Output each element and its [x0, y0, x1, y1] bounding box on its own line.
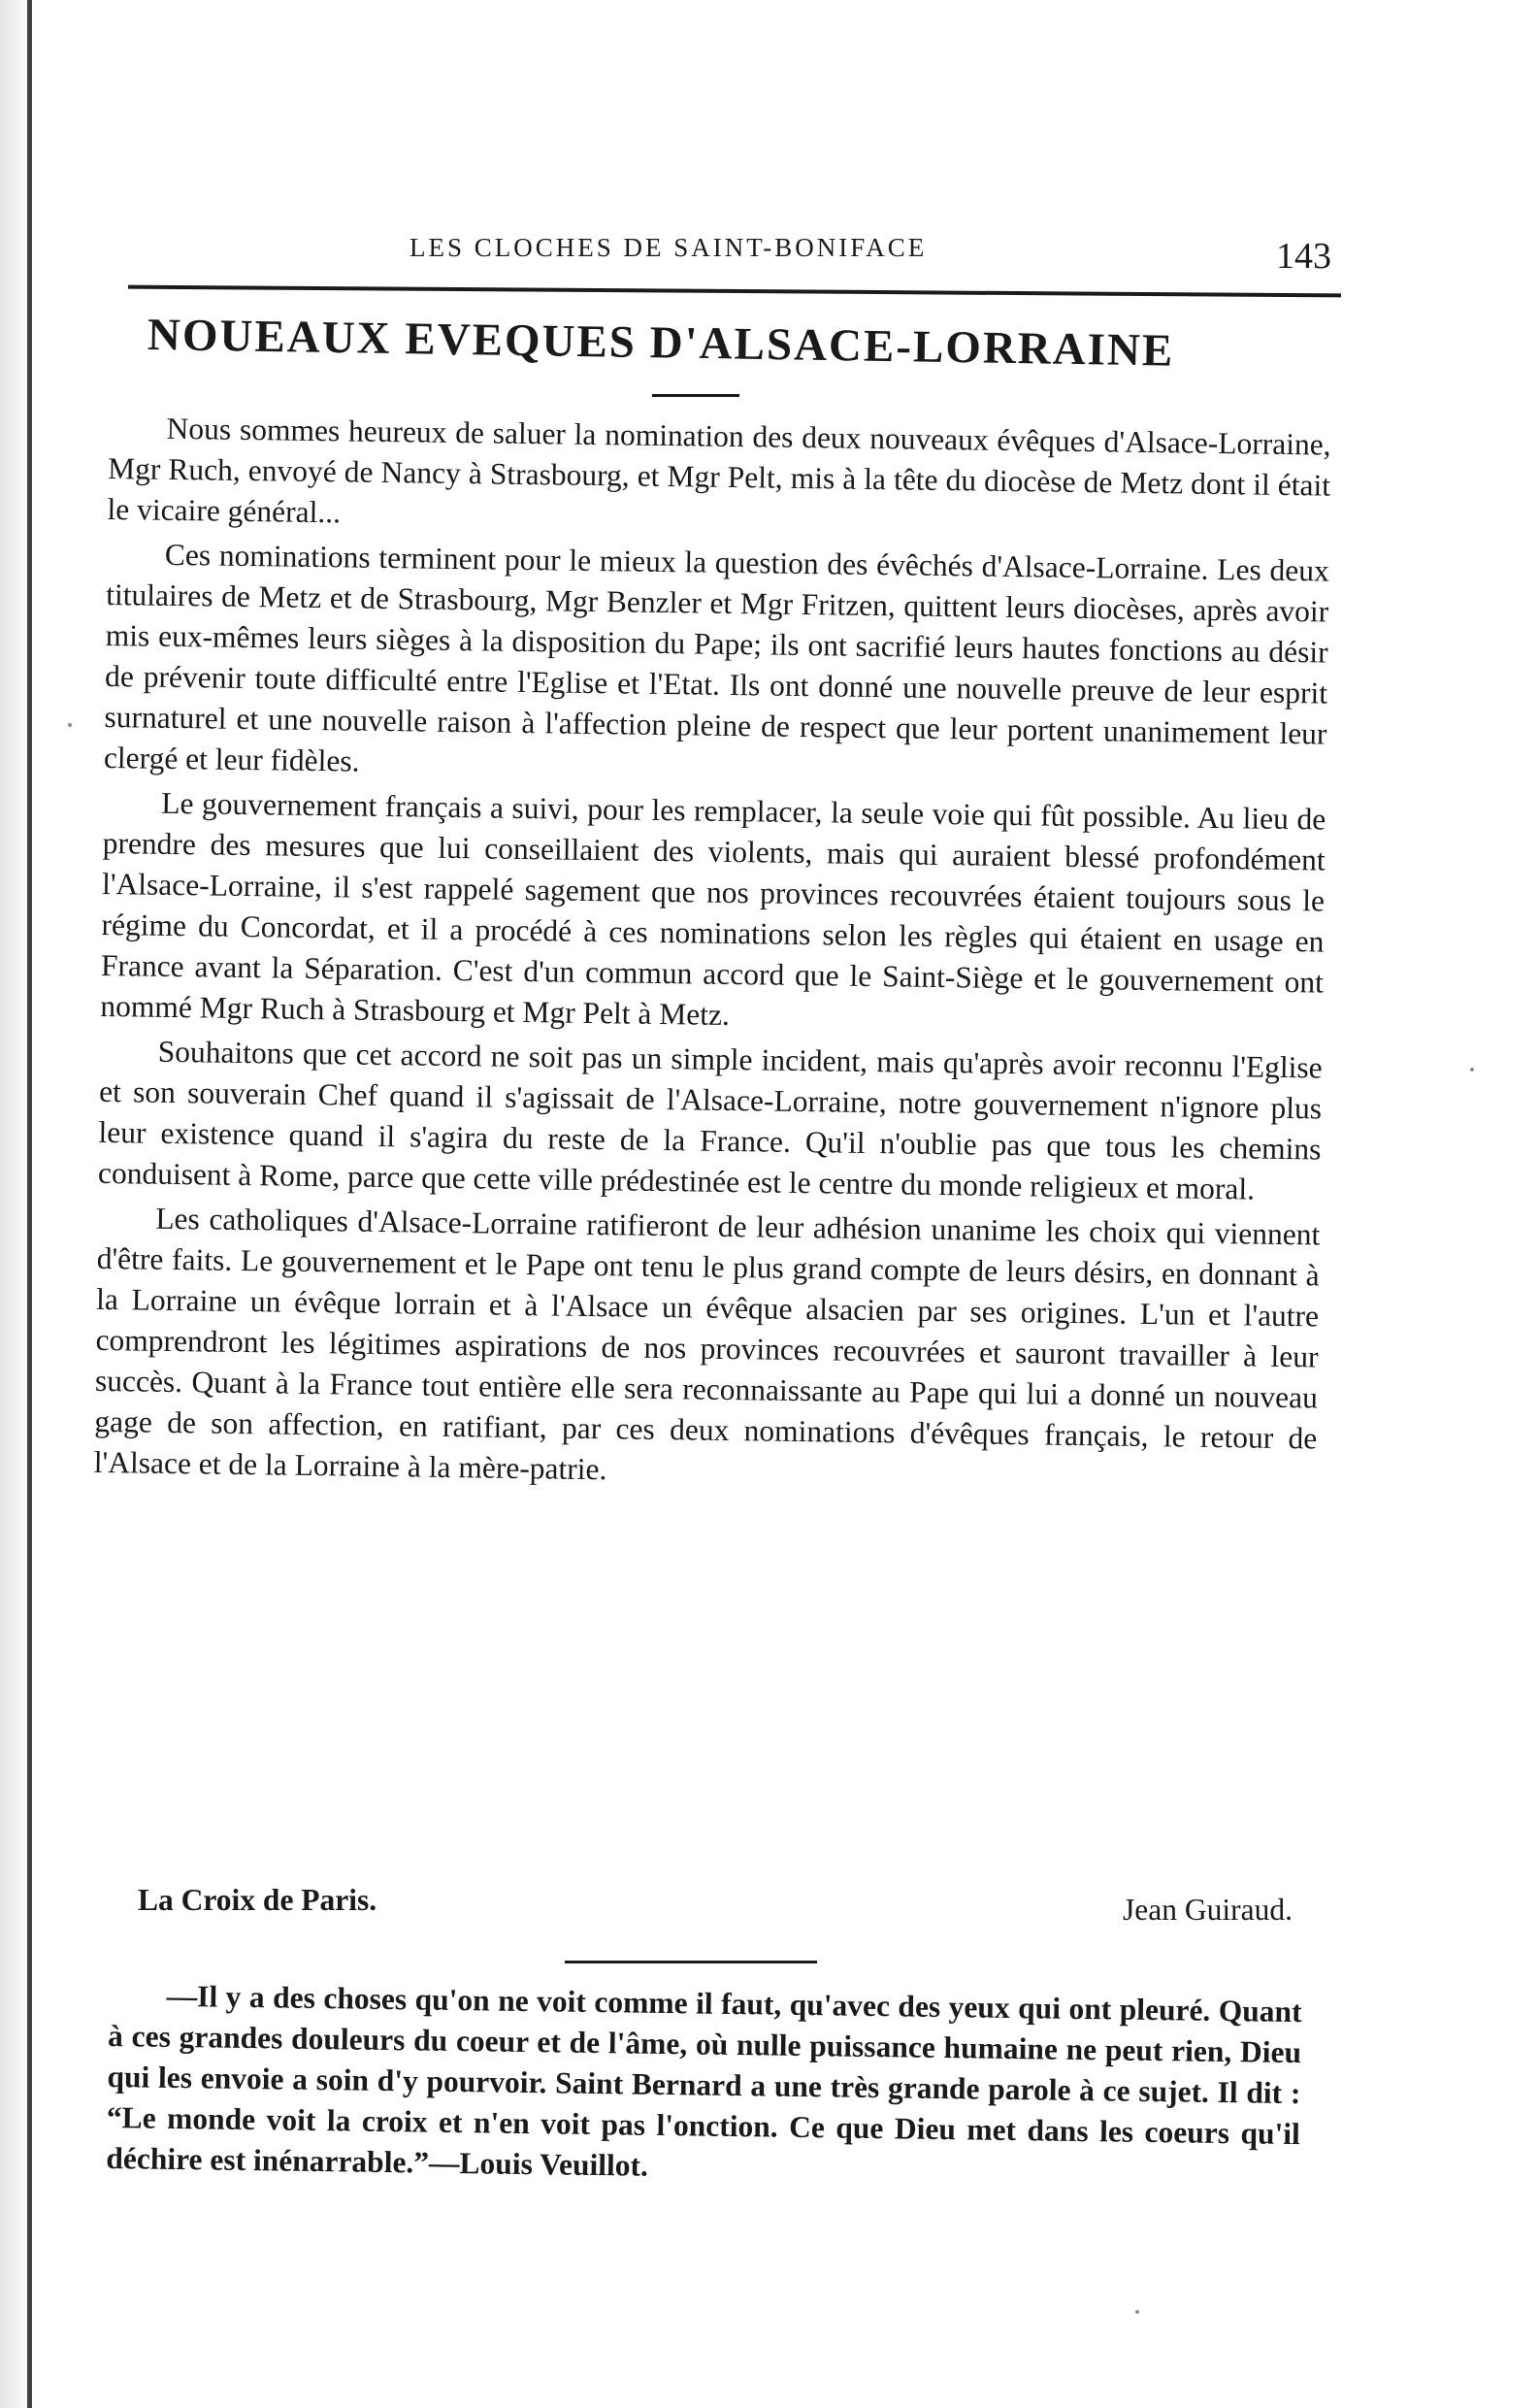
- page-number: 143: [1276, 236, 1331, 277]
- binding-line: [27, 0, 32, 2408]
- source-label: La Croix de Paris.: [138, 1883, 377, 1917]
- quote-text: —Il y a des choses qu'on ne voit comme il faut, qu'avec des yeux qui ont pleuré. Quant à ces grandes douleurs du coeur et de l'âme, où nulle puissance humaine ne peut rien, Dieu qui les envoie a soin d'y pourvoir. Saint Bernard a une très grande parole à ce sujet. Il dit : “Le monde voit la croix et n'en voit pas l'onction. Ce que Dieu met dans les coeurs qu'il déchire est inénarrable.”—Louis Veuillot.: [106, 1978, 1302, 2183]
- signature-row: [138, 1883, 1293, 1931]
- print-speck: [68, 723, 72, 727]
- print-speck: [1470, 1068, 1474, 1072]
- quote-block: [106, 1975, 1302, 2195]
- paragraph-2: Ces nominations terminent pour le mieux la question des évêchés d'Alsace-Lorraine. Les deux titulaires de Metz et de Strasbourg, Mgr Benzler et Mgr Fritzen, quittent leurs diocèses, après avoir mis eux-mêmes leurs sièges à la disposition du Pape; ils ont sacrifié leurs hautes fonctions au désir de prévenir toute difficulté entre l'Eglise et l'Etat. Ils ont donné une nouvelle preuve de leur esprit surnaturel et une nouvelle raison à l'affection pleine de respect que leur portent unanimement leur clergé et leur fidèles.: [103, 537, 1330, 778]
- paragraph-4: Souhaitons que cet accord ne soit pas un simple incident, mais qu'après avoir reconnu l'Eglise et son souverain Chef quand il s'agissait de l'Alsace-Lorraine, notre gouvernement n'ignore plus leur existence quand il s'agira du reste de la France. Qu'il n'oublie pas que tous les chemins conduisent à Rome, parce que cette ville prédestinée est le centre du monde religieux et moral.: [97, 1034, 1323, 1206]
- page: [93, 223, 1341, 2339]
- header-rule: [128, 285, 1341, 298]
- running-title: LES CLOCHES DE SAINT-BONIFACE: [409, 233, 928, 262]
- paragraph-3: Le gouvernement français a suivi, pour les remplacer, la seule voie qui fût possible. Au lieu de prendre des mesures que lui conseillaient des violents, mais qui auraient blessé profondément l'Alsace-Lorraine, il s'est rappelé sagement que nos provinces recouvrées étaient toujours sous le régime du Concordat, et il a procédé à ces nominations selon les règles qui étaient en usage en France avant la Séparation. C'est d'un commun accord que le Saint-Siège et le gouvernement ont nommé Mgr Ruch à Strasbourg et Mgr Pelt à Metz.: [100, 785, 1326, 1032]
- title-rule: [652, 394, 739, 397]
- article-title: NOUEAUX EVEQUES D'ALSACE-LORRAINE: [147, 310, 1175, 377]
- author-label: Jean Guiraud.: [1123, 1893, 1293, 1927]
- separator-rule: [565, 1961, 817, 1963]
- paragraph-5: Les catholiques d'Alsace-Lorraine ratifieront de leur adhésion unanime les choix qui viennent d'être faits. Le gouvernement et le Pape ont tenu le plus grand compte de leurs désirs, en donnant à la Lorraine un évêque lorrain et à l'Alsace un évêque alsacien par ses origines. L'un et l'autre comprendront les légitimes aspirations de nos provinces recouvrées et sauront travailler à leur succès. Quant à la France tout entière elle sera reconnaissante au Pape qui lui a donné un nouveau gage de son affection, en ratifiant, par ces deux nominations d'évêques français, le retour de l'Alsace et de la Lorraine à la mère-patrie.: [93, 1201, 1321, 1487]
- paragraph-1: Nous sommes heureux de saluer la nomination des deux nouveaux évêques d'Alsace-Lorraine, Mgr Ruch, envoyé de Nancy à Strasbourg, et Mgr Pelt, mis à la tête du diocèse de Metz dont il était le vicaire général...: [107, 411, 1331, 530]
- running-head: [109, 223, 1341, 301]
- print-speck: [1135, 2310, 1139, 2314]
- article-body: [93, 408, 1330, 1503]
